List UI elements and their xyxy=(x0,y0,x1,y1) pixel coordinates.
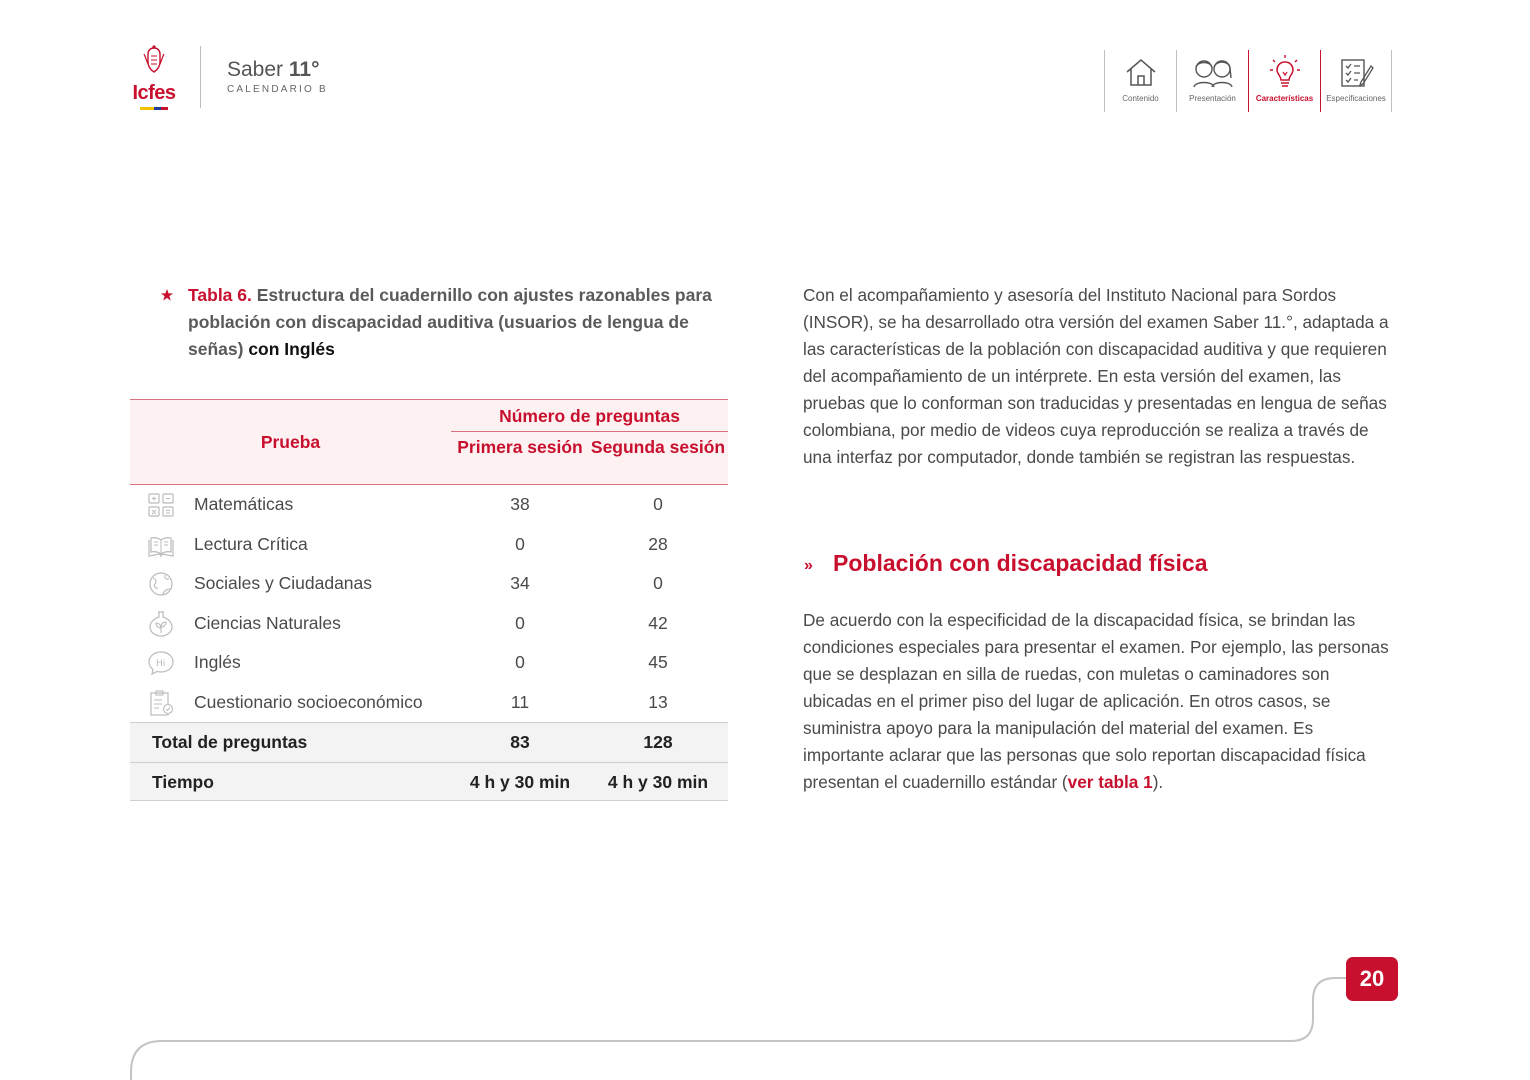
row-name: Inglés xyxy=(194,652,241,672)
nav-label: Especificaciones xyxy=(1326,94,1386,103)
document-subtitle: CALENDARIO B xyxy=(227,84,328,95)
row-value-segunda: 28 xyxy=(648,533,668,554)
insor-paragraph: Con el acompañamiento y asesoría del Instituto Nacional para Sordos (INSOR), se ha desarrollado otra versión del examen Saber 11.°, adaptada a las características de la población con discapacidad auditiva y que requieren del acompañamiento de un intérprete. En esta versión del examen, las pruebas que lo conforman son traducidas y presentadas en lengua de señas colombiana, por medio de videos cuya reproducción se realiza a través de una interfaz por computador, donde también se registran las respuestas. xyxy=(803,285,1389,467)
time-primera: 4 h y 30 min xyxy=(469,771,571,792)
row-value-primera: 0 xyxy=(515,652,525,672)
title-bold: 11° xyxy=(288,58,320,81)
row-value-primera: 34 xyxy=(510,573,530,593)
row-value-segunda: 0 xyxy=(653,494,663,514)
row-value-primera: 11 xyxy=(510,691,530,712)
nav-label: Contenido xyxy=(1122,94,1159,103)
logo-text: Icfes xyxy=(132,82,176,104)
row-value-primera: 0 xyxy=(515,612,525,633)
header-numero-preguntas: Número de preguntas xyxy=(499,406,680,426)
paragraph2-end: ). xyxy=(1152,772,1164,792)
row-value-primera: 0 xyxy=(515,533,525,554)
row-value-segunda: 13 xyxy=(648,691,668,712)
row-name: Cuestionario socioeconómico xyxy=(194,691,423,712)
row-value-primera: 38 xyxy=(510,494,530,514)
total-primera: 83 xyxy=(510,732,530,752)
row-name: Matemáticas xyxy=(194,494,294,514)
table-number: Tabla 6. xyxy=(188,285,252,305)
row-name: Sociales y Ciudadanas xyxy=(194,573,373,593)
ver-tabla-1-link[interactable]: ver tabla 1 xyxy=(1067,772,1153,792)
time-segunda: 4 h y 30 min xyxy=(607,771,709,792)
page-number: 20 xyxy=(1346,957,1398,1001)
section-marker: » xyxy=(804,557,813,574)
time-label: Tiempo xyxy=(152,771,214,792)
title-regular: Saber xyxy=(227,58,289,81)
nav-label: Presentación xyxy=(1189,94,1236,103)
paragraph2-text: De acuerdo con la especificidad de la discapacidad física, se brindan las condiciones especiales para presentar el examen. Por ejemplo, las personas que se desplazan en silla de ruedas, con muletas o caminadores son ubicadas en el primer piso del lugar de aplicación. En otros casos, se suministra apoyo para la manipulación del material del examen. Es importante aclarar que las personas que solo reportan discapacidad física presentan el cuadernillo estándar ( xyxy=(803,610,1389,792)
row-value-segunda: 42 xyxy=(648,612,668,633)
header-prueba: Prueba xyxy=(260,432,321,452)
total-label: Total de preguntas xyxy=(152,732,308,752)
caption-bold-end: con Inglés xyxy=(248,339,335,359)
svg-text:Hi: Hi xyxy=(156,659,166,669)
row-value-segunda: 0 xyxy=(653,573,663,593)
header-primera-sesion: Primera sesión xyxy=(457,437,583,457)
row-name: Ciencias Naturales xyxy=(194,612,341,633)
row-name: Lectura Crítica xyxy=(194,533,308,554)
total-segunda: 128 xyxy=(643,732,673,752)
row-value-segunda: 45 xyxy=(648,652,668,672)
caption-text: Estructura del cuadernillo con ajustes razonables para población con discapacidad auditiva (usuarios de lengua de señas) xyxy=(188,285,712,359)
section-heading: Población con discapacidad física xyxy=(833,550,1208,576)
header-segunda-sesion: Segunda sesión xyxy=(590,437,726,457)
nav-label: Características xyxy=(1255,94,1314,103)
